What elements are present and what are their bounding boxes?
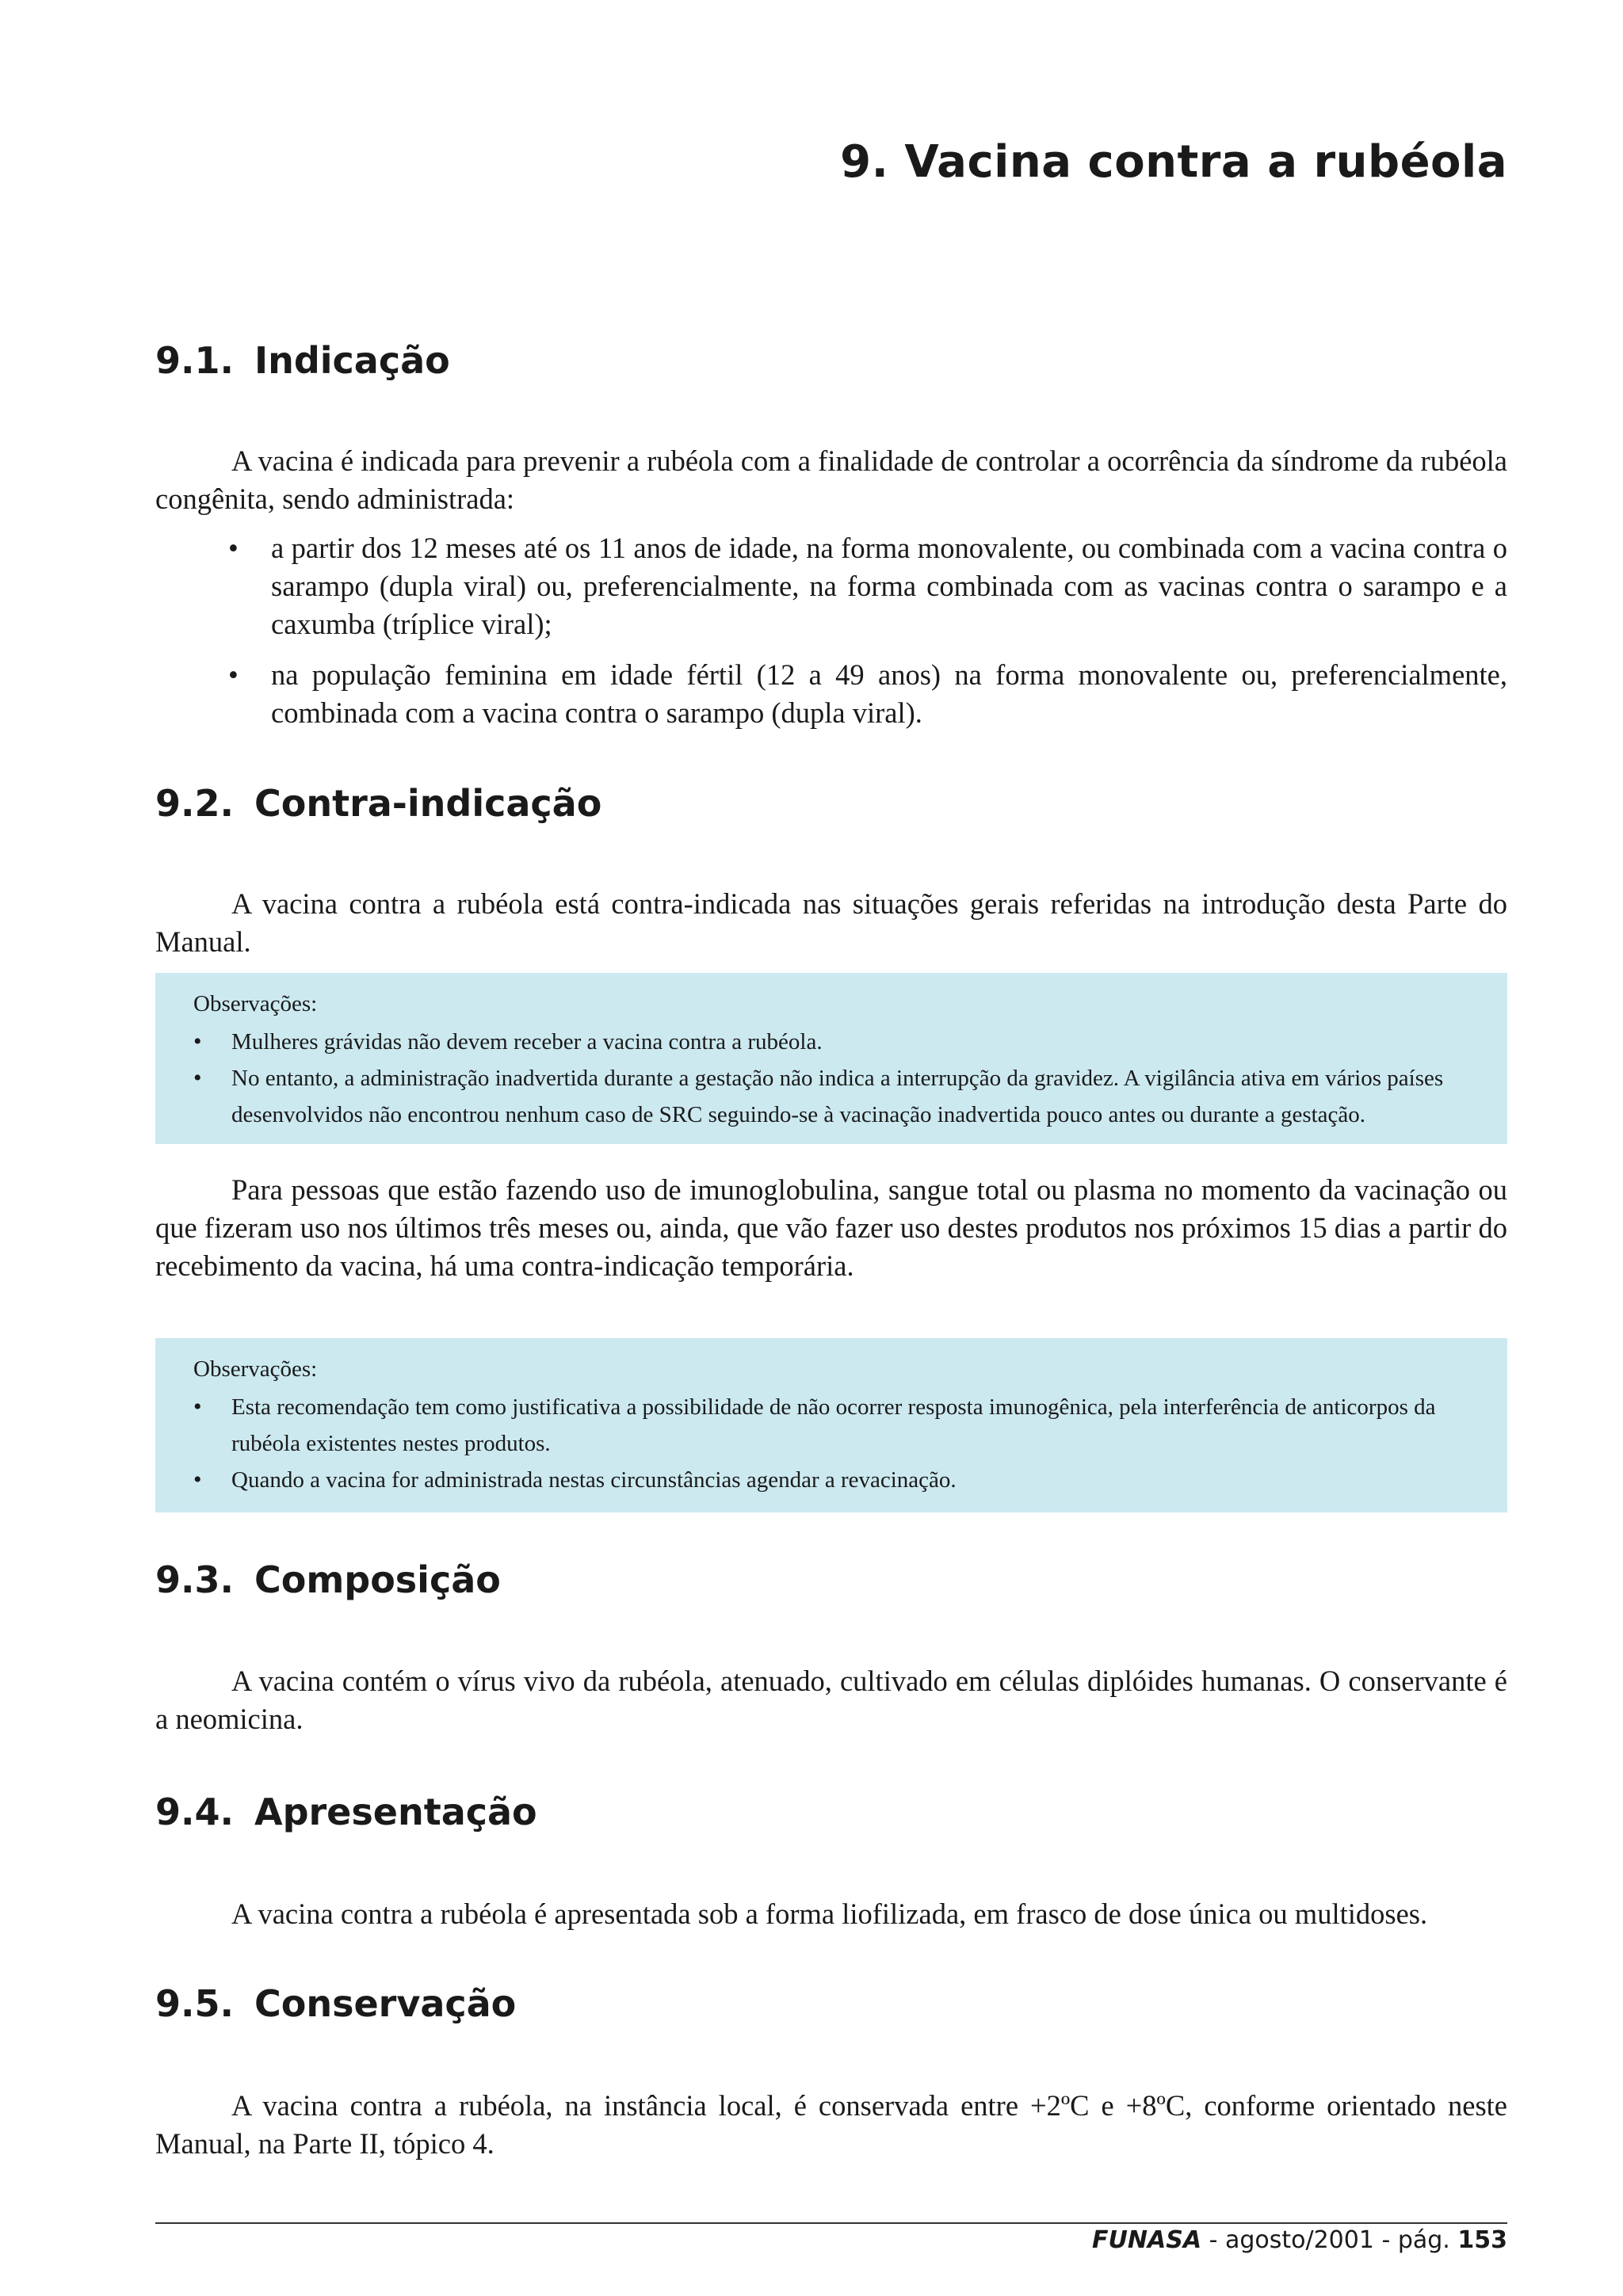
section-title: Contra-indicação — [254, 782, 602, 825]
observation-item: • No entanto, a administração inadvertida durante a gestação não indica a interrupção da gravidez. A vigilância ativa em vários países desenvolvidos não encontrou nenhum caso de SRC seguindo-se à vacinação inadvertida pouco antes ou durante a gestação. — [193, 1060, 1469, 1133]
bullet-icon: • — [193, 1065, 202, 1091]
bullet-icon: • — [193, 1394, 202, 1420]
paragraph-text: A vacina contra a rubéola, na instância local, é conservada entre +2ºC e +8ºC, conforme orientado neste Manual, na Parte II, tópico 4. — [155, 2089, 1507, 2160]
observation-list — [193, 1024, 1469, 1133]
observation-item: • Esta recomendação tem como justificativa a possibilidade de não ocorrer resposta imunogênica, pela interferência de anticorpos da rubéola existentes nestes produtos. — [193, 1389, 1469, 1462]
observation-title: Observações: — [193, 991, 318, 1016]
list-item: • na população feminina em idade fértil (12 a 49 anos) na forma monovalente ou, preferencialmente, combinada com a vacina contra o sarampo (dupla viral). — [155, 656, 1507, 732]
paragraph-apresentacao — [155, 1895, 1507, 1933]
observation-item: • Mulheres grávidas não devem receber a vacina contra a rubéola. — [193, 1024, 1469, 1060]
observation-list — [193, 1389, 1469, 1498]
section-heading-composicao — [155, 1558, 501, 1601]
paragraph-text: A vacina contra a rubéola está contra-indicada nas situações gerais referidas na introdução desta Parte do Manual. — [155, 887, 1507, 958]
observation-title: Observações: — [193, 1356, 318, 1382]
paragraph-text: A vacina contra a rubéola é apresentada sob a forma liofilizada, em frasco de dose única ou multidoses. — [231, 1897, 1428, 1930]
section-number: 9.1. — [155, 339, 234, 382]
section-heading-contra-indicacao — [155, 782, 601, 825]
bullet-icon: • — [228, 658, 239, 691]
bullet-icon: • — [228, 532, 239, 564]
paragraph-conservacao — [155, 2087, 1507, 2163]
observation-item: • Quando a vacina for administrada nestas circunstâncias agendar a revacinação. — [193, 1462, 1469, 1498]
paragraph-contra-indicacao-temporaria — [155, 1171, 1507, 1285]
page-number: 153 — [1457, 2226, 1507, 2254]
bullet-icon: • — [193, 1466, 202, 1493]
observation-box-2 — [155, 1338, 1507, 1512]
paragraph-text: Para pessoas que estão fazendo uso de imunoglobulina, sangue total ou plasma no momento da vacinação ou que fizeram uso nos últimos três meses ou, ainda, que vão fazer uso destes produtos nos próximos 15 dias a partir do recebimento da vacina, há uma contra-indicação temporária. — [155, 1173, 1507, 1282]
section-title: Composição — [254, 1558, 501, 1601]
section-heading-apresentacao — [155, 1791, 537, 1833]
section-number: 9.4. — [155, 1791, 234, 1833]
section-heading-indicacao — [155, 339, 450, 382]
section-heading-conservacao — [155, 1982, 516, 2025]
page-footer — [1092, 2226, 1507, 2254]
section-title: Indicação — [254, 339, 450, 382]
page-title: 9. Vacina contra a rubéola — [840, 136, 1507, 188]
section-title: Apresentação — [254, 1791, 537, 1833]
paragraph-contra-indicacao — [155, 885, 1507, 961]
footer-date: - agosto/2001 - pág. — [1201, 2226, 1458, 2254]
footer-brand: FUNASA — [1092, 2226, 1202, 2254]
list-item: • a partir dos 12 meses até os 11 anos de idade, na forma monovalente, ou combinada com a vacina contra o sarampo (dupla viral) ou, preferencialmente, na forma combinada com as vacinas contra o sarampo e a caxumba (tríplice viral); — [155, 529, 1507, 643]
observation-box-1 — [155, 973, 1507, 1144]
paragraph-text: A vacina contém o vírus vivo da rubéola, atenuado, cultivado em células diplóides humanas. O conservante é a neomicina. — [155, 1665, 1507, 1735]
paragraph-indicacao — [155, 442, 1507, 518]
section-number: 9.5. — [155, 1982, 234, 2025]
bullet-icon: • — [193, 1028, 202, 1055]
footer-divider — [155, 2222, 1507, 2224]
section-number: 9.3. — [155, 1558, 234, 1601]
paragraph-composicao — [155, 1662, 1507, 1738]
indicacao-bullet-list — [155, 529, 1507, 745]
section-title: Conservação — [254, 1982, 517, 2025]
paragraph-text: A vacina é indicada para prevenir a rubéola com a finalidade de controlar a ocorrência da síndrome da rubéola congênita, sendo administrada: — [155, 444, 1507, 515]
section-number: 9.2. — [155, 782, 234, 825]
